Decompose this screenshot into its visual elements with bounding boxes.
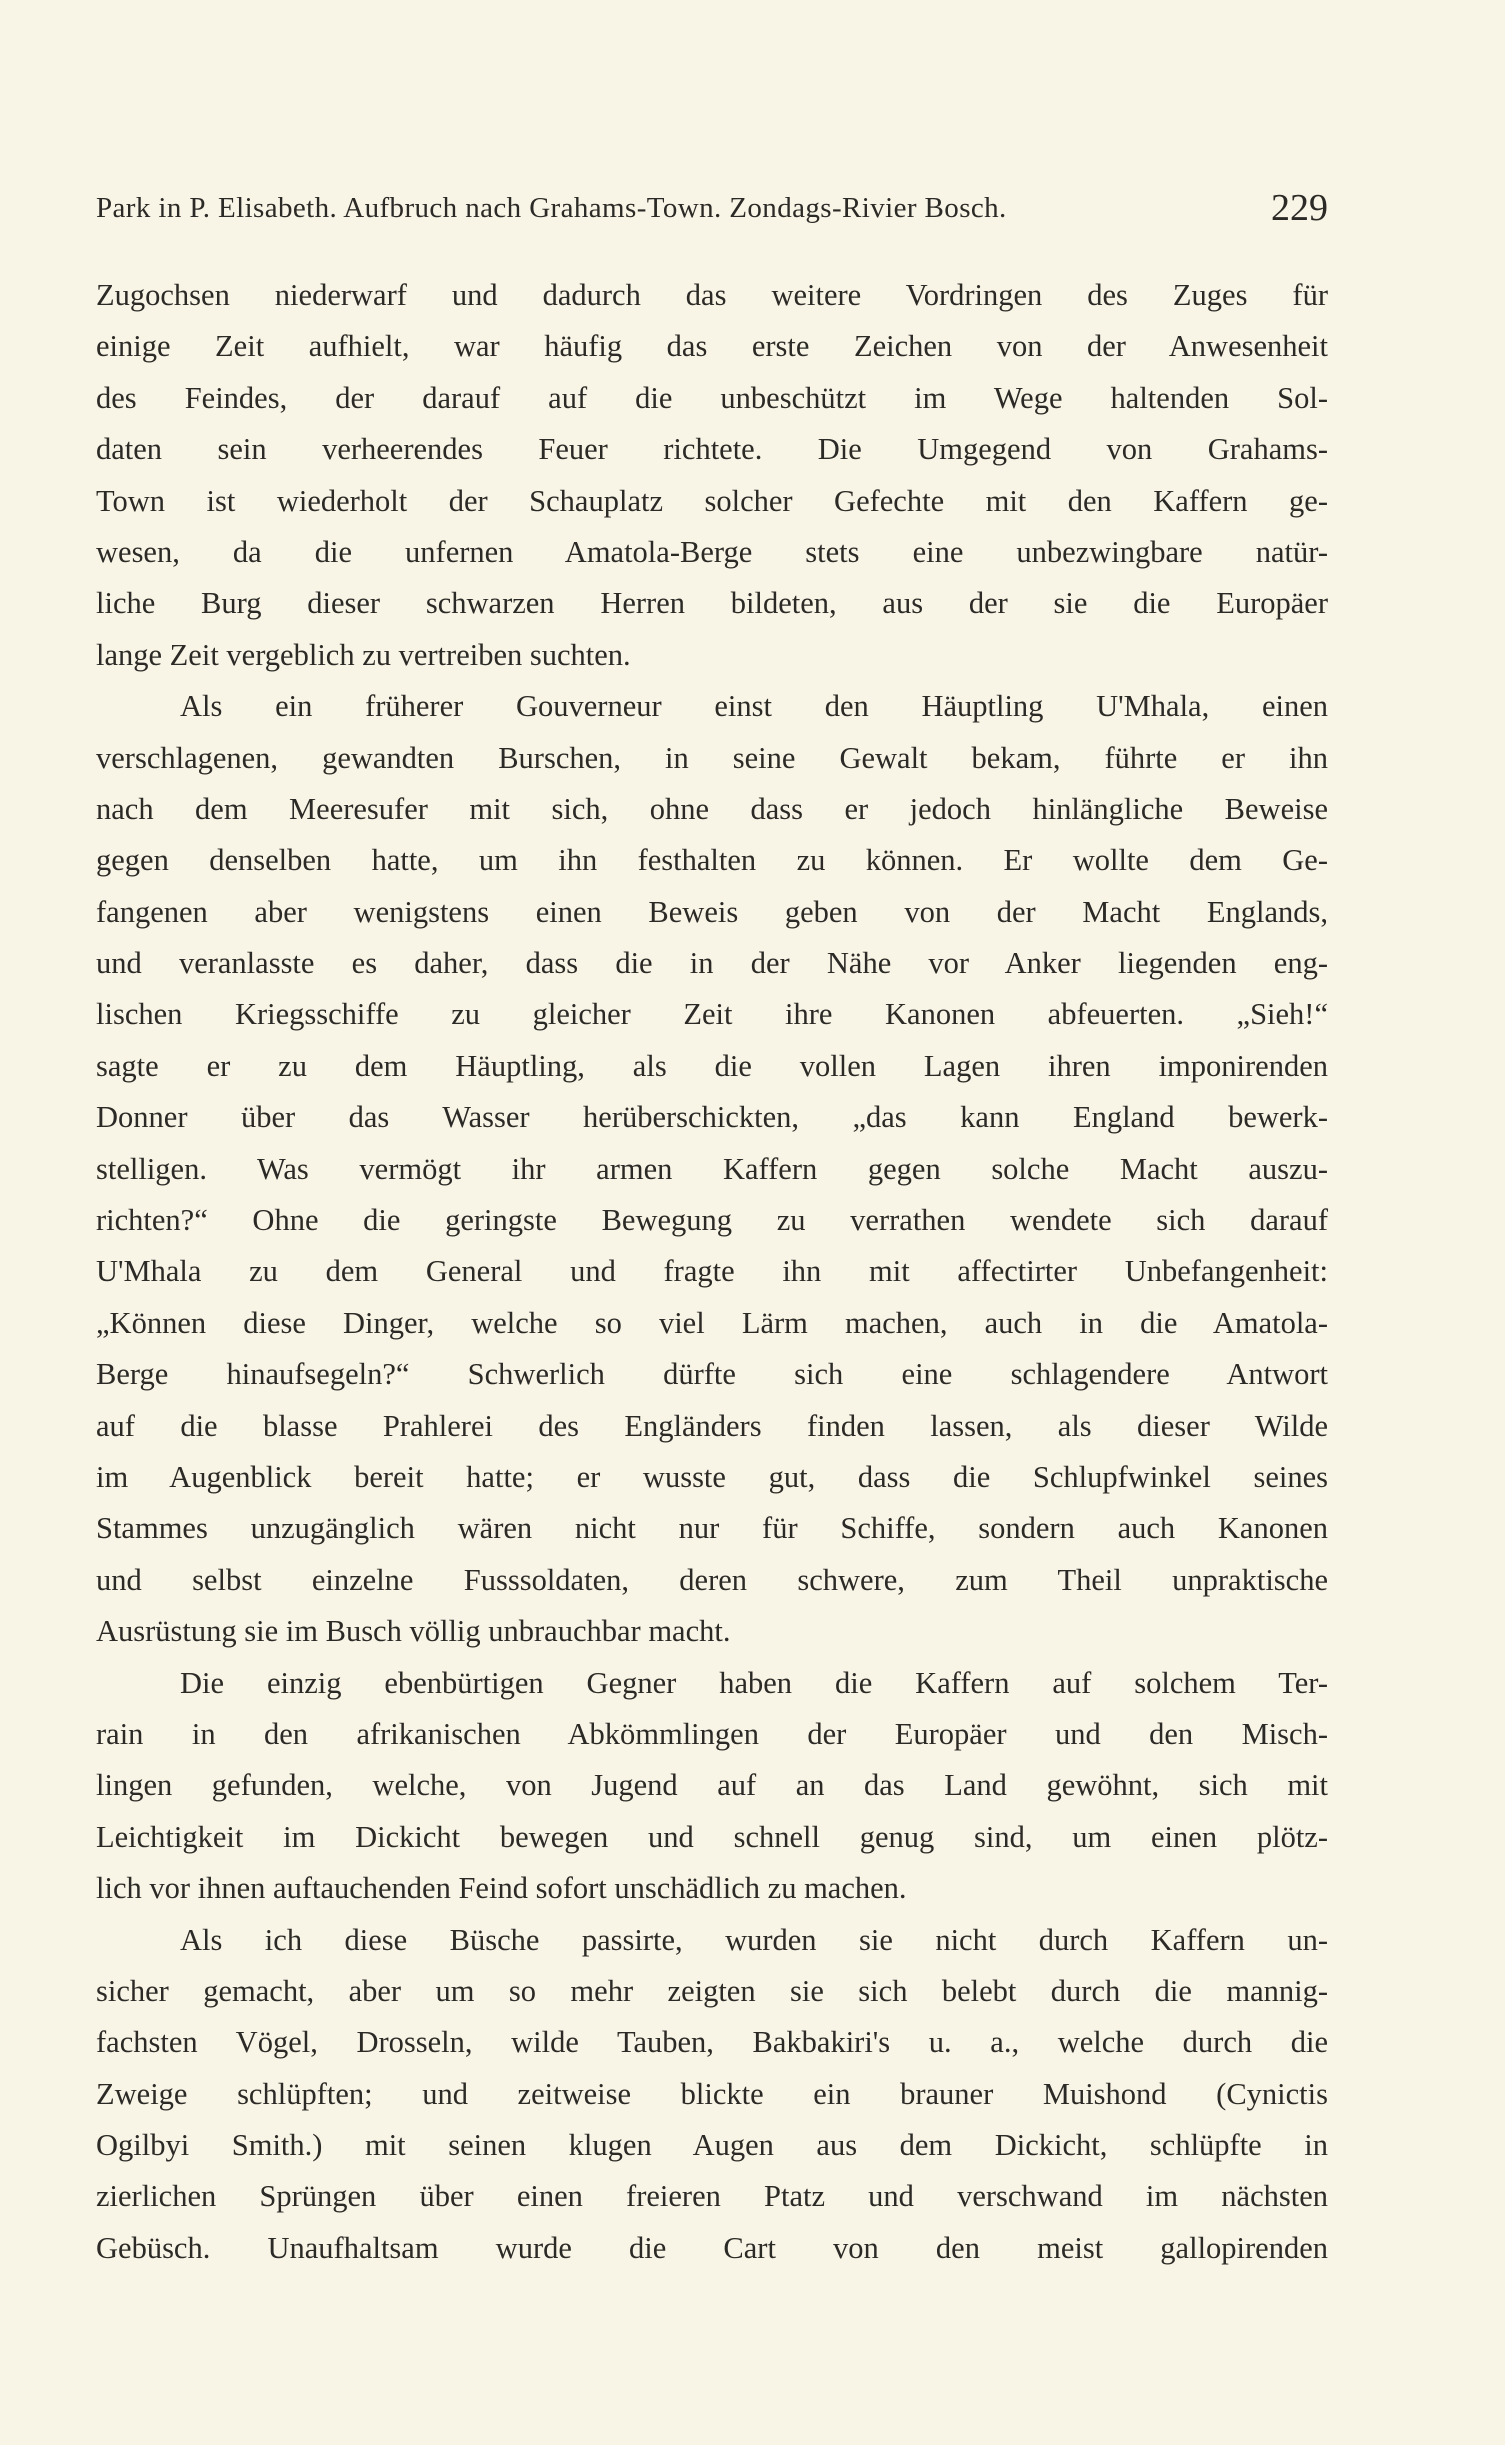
running-title: Park in P. Elisabeth. Aufbruch nach Grahams-Town. Zondags-Rivier Bosch.: [96, 192, 1007, 224]
text-line: stelligen. Was vermögt ihr armen Kaffern gegen solche Macht auszu-: [96, 1151, 1328, 1186]
text-line: fachsten Vögel, Drosseln, wilde Tauben, Bakbakiri's u. a., welche durch die: [96, 2025, 1328, 2060]
text-line: Zugochsen niederwarf und dadurch das weitere Vordringen des Zuges für: [96, 278, 1328, 312]
text-line: richten?“ Ohne die geringste Bewegung zu verrathen wendete sich darauf: [96, 1203, 1328, 1238]
text-line: verschlagenen, gewandten Burschen, in seine Gewalt bekam, führte er ihn: [96, 740, 1328, 775]
text-line: zierlichen Sprüngen über einen freieren Ptatz und verschwand im nächsten: [96, 2179, 1328, 2214]
text-line: und selbst einzelne Fusssoldaten, deren schwere, zum Theil unpraktische: [96, 1562, 1328, 1597]
text-line: Stammes unzugänglich wären nicht nur für Schiffe, sondern auch Kanonen: [96, 1511, 1328, 1546]
text-line: lange Zeit vergeblich zu vertreiben suchten.: [96, 637, 631, 672]
text-line: lischen Kriegsschiffe zu gleicher Zeit ihre Kanonen abfeuerten. „Sieh!“: [96, 997, 1328, 1032]
page-number: 229: [1271, 187, 1328, 229]
text-line: lingen gefunden, welche, von Jugend auf an das Land gewöhnt, sich mit: [96, 1768, 1328, 1803]
text-line: sagte er zu dem Häuptling, als die vollen Lagen ihren imponirenden: [96, 1048, 1328, 1083]
text-line: fangenen aber wenigstens einen Beweis geben von der Macht Englands,: [96, 894, 1328, 929]
text-line: „Können diese Dinger, welche so viel Lärm machen, auch in die Amatola-: [96, 1305, 1328, 1340]
text-line: Berge hinaufsegeln?“ Schwerlich dürfte sich eine schlagendere Antwort: [96, 1357, 1328, 1392]
text-line: lich vor ihnen auftauchenden Feind sofort unschädlich zu machen.: [96, 1871, 907, 1906]
text-line: Zweige schlüpften; und zeitweise blickte ein brauner Muishond (Cynictis: [96, 2076, 1328, 2111]
text-line: Donner über das Wasser herüberschickten, „das kann England bewerk-: [96, 1100, 1328, 1135]
text-line: Als ich diese Büsche passirte, wurden sie nicht durch Kaffern un-: [180, 1922, 1328, 1957]
text-line: rain in den afrikanischen Abkömmlingen der Europäer und den Misch-: [96, 1716, 1328, 1751]
running-header: [96, 186, 1328, 246]
text-line: des Feindes, der darauf auf die unbeschützt im Wege haltenden Sol-: [96, 380, 1328, 415]
body-text: [96, 270, 1328, 2274]
text-line: Town ist wiederholt der Schauplatz solcher Gefechte mit den Kaffern ge-: [96, 483, 1328, 518]
text-line: gegen denselben hatte, um ihn festhalten zu können. Er wollte dem Ge-: [96, 843, 1328, 878]
text-line: wesen, da die unfernen Amatola-Berge stets eine unbezwingbare natür-: [96, 534, 1328, 569]
text-line: Die einzig ebenbürtigen Gegner haben die Kaffern auf solchem Ter-: [180, 1665, 1328, 1700]
text-line: Ogilbyi Smith.) mit seinen klugen Augen aus dem Dickicht, schlüpfte in: [96, 2128, 1328, 2163]
text-line: auf die blasse Prahlerei des Engländers finden lassen, als dieser Wilde: [96, 1408, 1328, 1443]
text-line: daten sein verheerendes Feuer richtete. Die Umgegend von Grahams-: [96, 432, 1328, 467]
text-line: im Augenblick bereit hatte; er wusste gut, dass die Schlupfwinkel seines: [96, 1459, 1328, 1494]
text-line: und veranlasste es daher, dass die in der Nähe vor Anker liegenden eng-: [96, 946, 1328, 981]
text-line: Als ein früherer Gouverneur einst den Häuptling U'Mhala, einen: [180, 689, 1328, 724]
text-line: U'Mhala zu dem General und fragte ihn mit affectirter Unbefangenheit:: [96, 1254, 1328, 1289]
text-line: nach dem Meeresufer mit sich, ohne dass er jedoch hinlängliche Beweise: [96, 791, 1328, 826]
text-line: liche Burg dieser schwarzen Herren bildeten, aus der sie die Europäer: [96, 586, 1328, 621]
text-line: Ausrüstung sie im Busch völlig unbrauchbar macht.: [96, 1614, 731, 1649]
text-line: Leichtigkeit im Dickicht bewegen und schnell genug sind, um einen plötz-: [96, 1819, 1328, 1854]
text-line: sicher gemacht, aber um so mehr zeigten sie sich belebt durch die mannig-: [96, 1973, 1328, 2008]
text-line: einige Zeit aufhielt, war häufig das erste Zeichen von der Anwesenheit: [96, 329, 1328, 364]
text-line: Gebüsch. Unaufhaltsam wurde die Cart von den meist gallopirenden: [96, 2230, 1328, 2265]
